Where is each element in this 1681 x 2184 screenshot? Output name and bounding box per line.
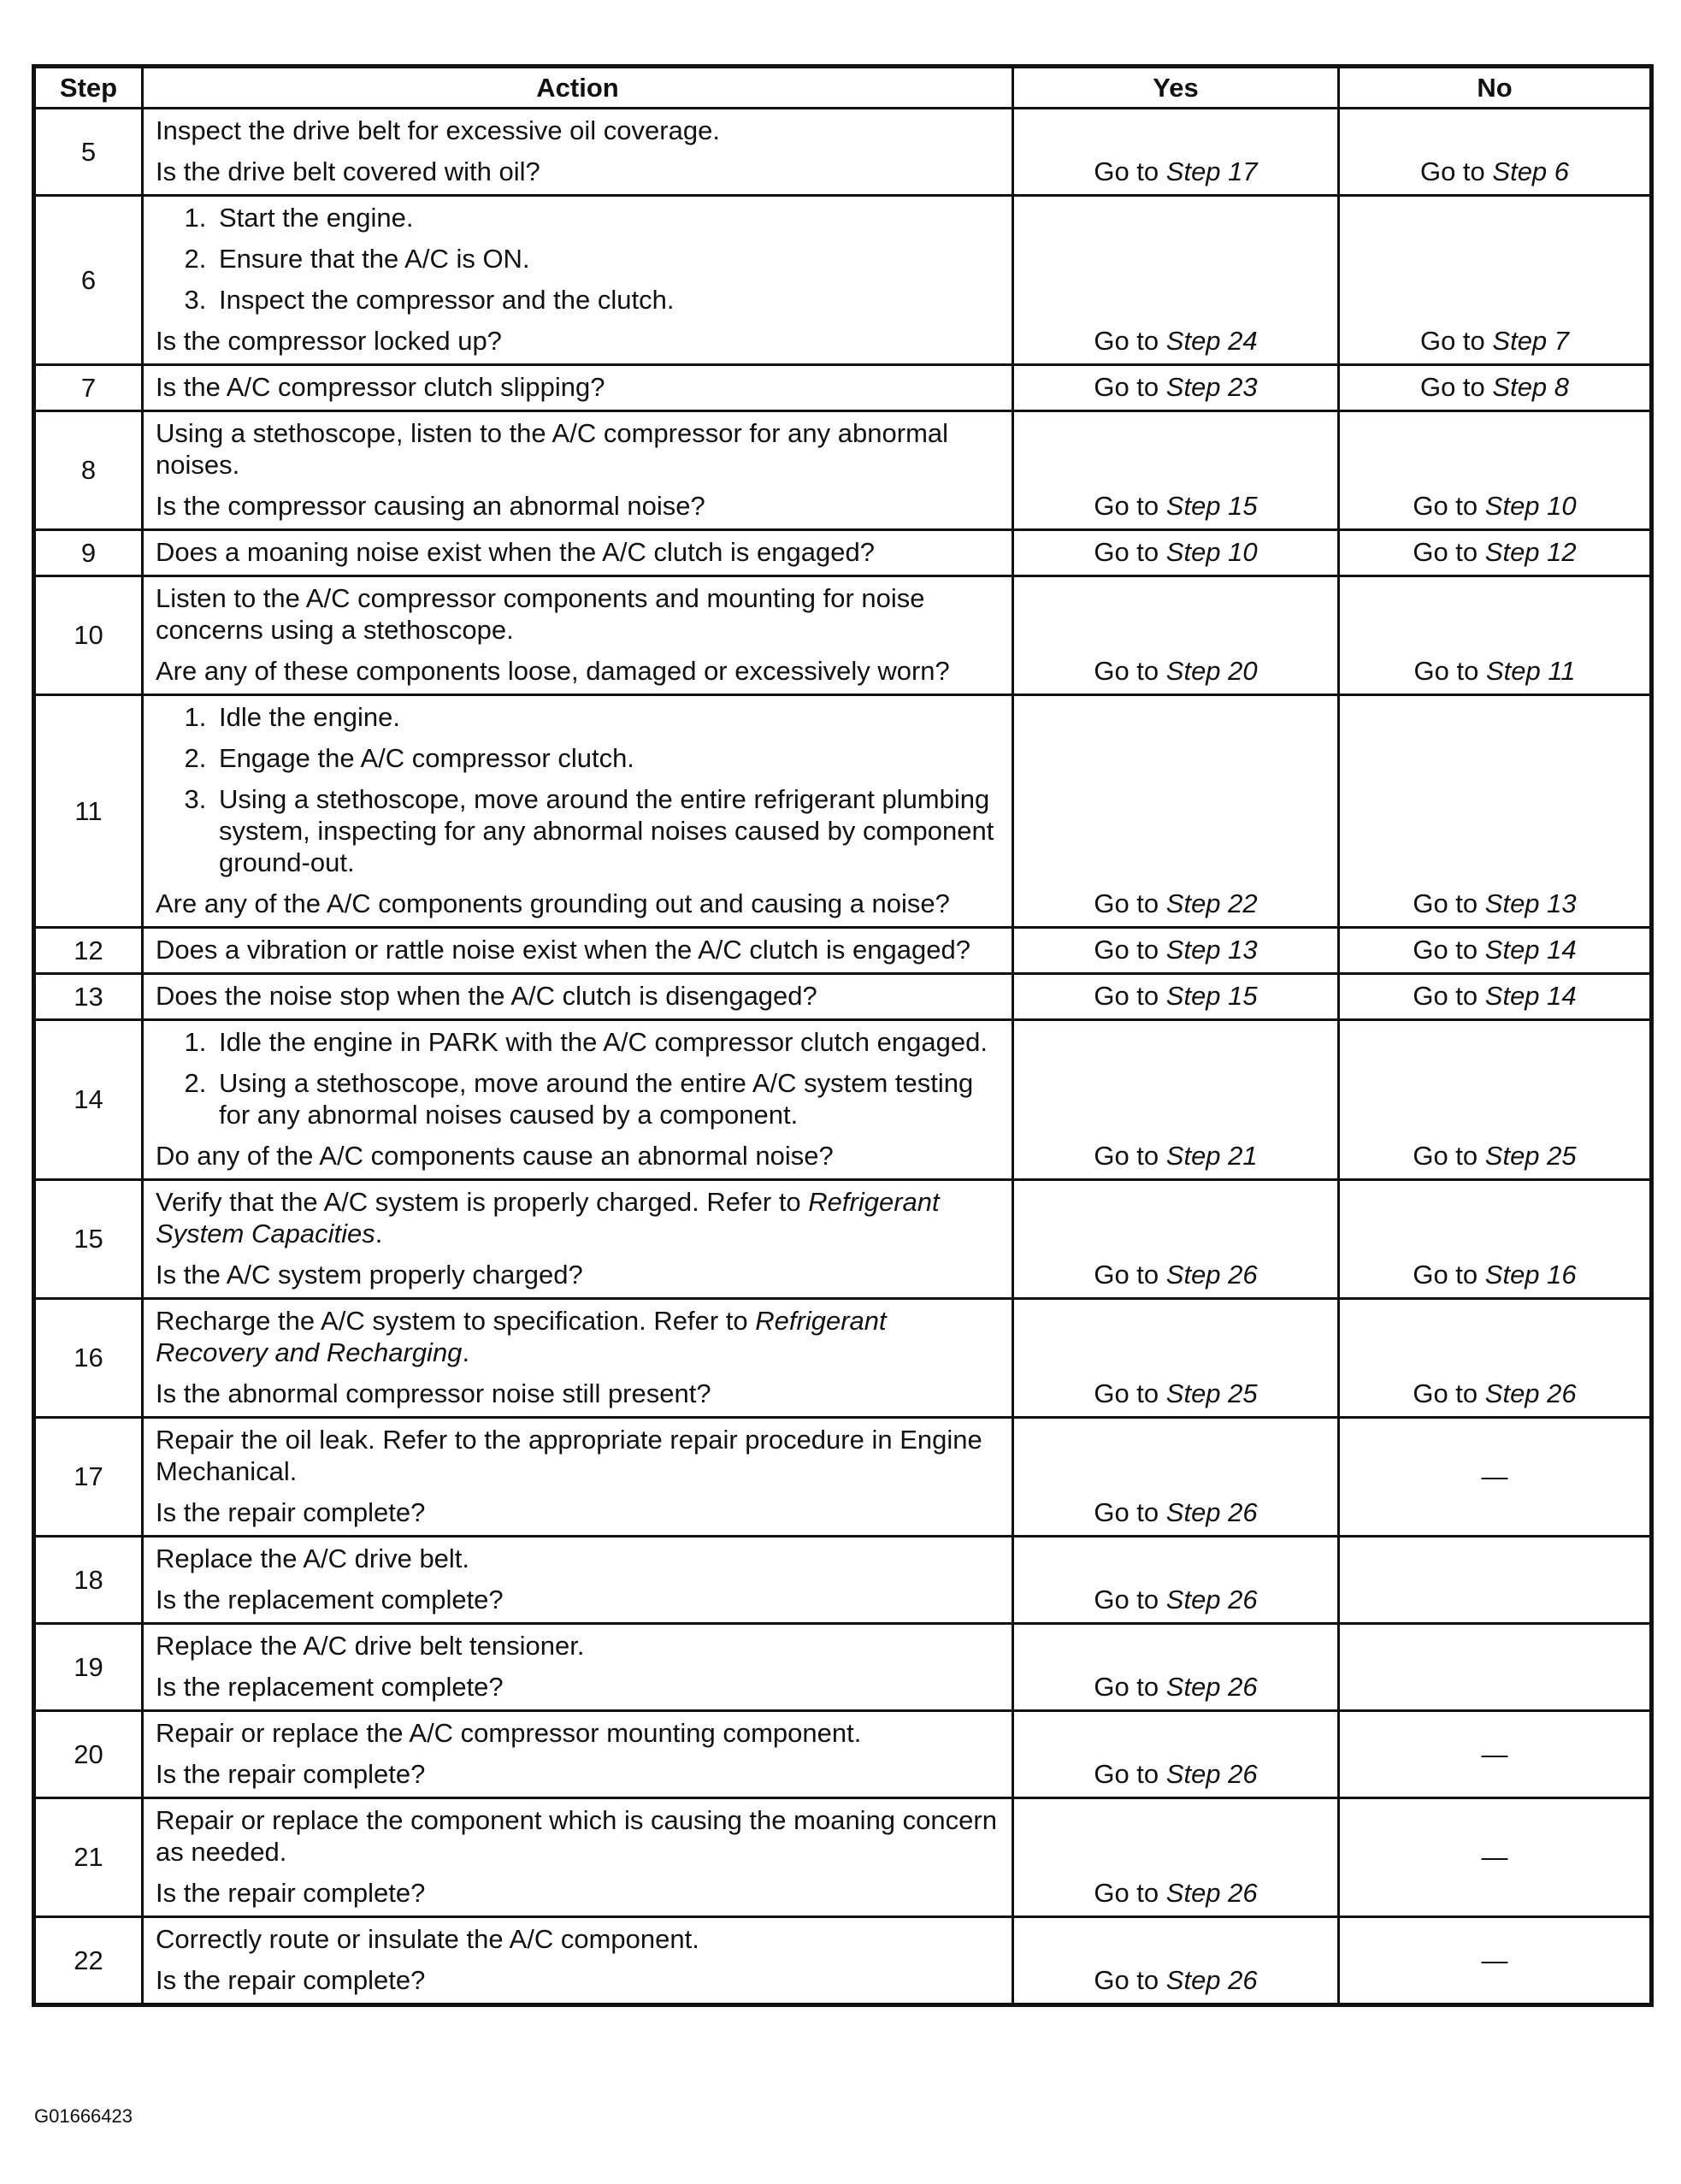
table-row — [34, 1180, 1652, 1299]
action-text — [156, 1378, 1000, 1409]
step-ref: Step 26 — [1165, 1878, 1258, 1908]
goto-prefix: Go to — [1094, 888, 1159, 918]
action-text — [156, 1923, 1000, 1955]
action-text — [156, 1671, 1000, 1703]
action-cell — [143, 1299, 1013, 1418]
action-cell — [143, 1917, 1013, 2005]
action-sentence: Inspect the drive belt for excessive oil coverage. — [156, 115, 720, 145]
goto-prefix: Go to — [1094, 1878, 1159, 1908]
goto-prefix: Go to — [1094, 1141, 1159, 1171]
table-row — [34, 1020, 1652, 1180]
goto-prefix: Go to — [1413, 656, 1479, 686]
yes-result — [1013, 1917, 1339, 2005]
step-ref: Step 26 — [1165, 1672, 1258, 1702]
action-sentence: Correctly route or insulate the A/C component. — [156, 1924, 699, 1954]
reference-suffix: . — [462, 1337, 470, 1367]
no-result: — — [1339, 1798, 1652, 1917]
action-sentence: Is the abnormal compressor noise still present? — [156, 1378, 711, 1408]
action-text — [156, 1758, 1000, 1790]
step-number: 16 — [34, 1299, 143, 1418]
table-row — [34, 1418, 1652, 1537]
header-yes: Yes — [1013, 67, 1339, 109]
step-ref: Step 10 — [1484, 491, 1577, 521]
step-ref: Step 25 — [1484, 1141, 1577, 1171]
diagnostic-table-sheet — [32, 64, 1649, 2007]
action-sentence: Is the drive belt covered with oil? — [156, 156, 540, 186]
yes-result — [1013, 1711, 1339, 1798]
no-result — [1339, 530, 1652, 576]
action-step: 1. Idle the engine in PARK with the A/C compressor clutch engaged. — [214, 1026, 1000, 1058]
action-cell — [143, 1020, 1013, 1180]
action-cell — [143, 196, 1013, 365]
goto-prefix: Go to — [1094, 491, 1159, 521]
action-text — [156, 1804, 1000, 1868]
yes-result — [1013, 411, 1339, 530]
yes-result — [1013, 576, 1339, 695]
step-ref: Step 26 — [1165, 1497, 1258, 1527]
no-result — [1339, 576, 1652, 695]
action-cell — [143, 695, 1013, 928]
action-sentence: Is the repair complete? — [156, 1497, 426, 1527]
action-text — [156, 1305, 1000, 1368]
step-number: 19 — [34, 1624, 143, 1711]
goto-prefix: Go to — [1419, 326, 1485, 356]
no-result — [1339, 928, 1652, 974]
action-sentence: Is the repair complete? — [156, 1965, 426, 1995]
table-row — [34, 1711, 1652, 1798]
no-result — [1339, 1180, 1652, 1299]
goto-prefix: Go to — [1413, 1141, 1478, 1171]
action-text — [156, 582, 1000, 646]
action-step: 3. Using a stethoscope, move around the entire refrigerant plumbing system, inspecting for any abnormal noises caused by component ground-out. — [214, 783, 1000, 878]
table-row — [34, 411, 1652, 530]
figure-id: G01666423 — [34, 2105, 133, 2127]
action-text — [156, 1717, 1000, 1749]
step-ref: Step 26 — [1165, 1585, 1258, 1614]
action-sentence: Are any of these components loose, damaged or excessively worn? — [156, 656, 950, 686]
action-sentence: Is the A/C system properly charged? — [156, 1260, 583, 1290]
no-result — [1339, 411, 1652, 530]
goto-prefix: Go to — [1094, 326, 1159, 356]
no-result — [1339, 1537, 1652, 1624]
action-sentence: Is the replacement complete? — [156, 1585, 504, 1614]
step-ref: Step 10 — [1165, 537, 1258, 567]
action-sentence: Is the replacement complete? — [156, 1672, 504, 1702]
step-number: 17 — [34, 1418, 143, 1537]
step-ref: Step 20 — [1165, 656, 1258, 686]
goto-prefix: Go to — [1413, 491, 1478, 521]
goto-prefix: Go to — [1413, 537, 1478, 567]
action-cell — [143, 411, 1013, 530]
no-result — [1339, 1299, 1652, 1418]
goto-prefix: Go to — [1419, 156, 1485, 186]
action-cell — [143, 530, 1013, 576]
action-text — [156, 536, 1000, 568]
yes-result — [1013, 1624, 1339, 1711]
action-text — [156, 1584, 1000, 1615]
action-sentence: Are any of the A/C components grounding out and causing a noise? — [156, 888, 950, 918]
action-sentence: Repair or replace the A/C compressor mounting component. — [156, 1718, 862, 1748]
table-row — [34, 530, 1652, 576]
goto-prefix: Go to — [1413, 888, 1478, 918]
yes-result — [1013, 365, 1339, 411]
action-sentence: Recharge the A/C system to specification. Refer to — [156, 1306, 756, 1336]
reference-link: Refrigerant Recovery and Recharging — [156, 1306, 887, 1367]
no-result — [1339, 365, 1652, 411]
table-row — [34, 109, 1652, 196]
action-steps-list — [156, 701, 1000, 878]
action-step: 2. Using a stethoscope, move around the entire A/C system testing for any abnormal noises caused by a component. — [214, 1067, 1000, 1130]
action-cell — [143, 1418, 1013, 1537]
table-row — [34, 365, 1652, 411]
step-ref: Step 22 — [1165, 888, 1258, 918]
action-step: 3. Inspect the compressor and the clutch. — [214, 284, 1000, 316]
step-ref: Step 13 — [1165, 935, 1258, 965]
step-ref: Step 11 — [1485, 656, 1576, 686]
step-number: 8 — [34, 411, 143, 530]
step-number: 9 — [34, 530, 143, 576]
action-text — [156, 1877, 1000, 1909]
step-ref: Step 23 — [1165, 372, 1258, 402]
action-cell — [143, 576, 1013, 695]
yes-result — [1013, 1418, 1339, 1537]
action-sentence: Is the compressor causing an abnormal noise? — [156, 491, 705, 521]
action-sentence: Repair the oil leak. Refer to the appropriate repair procedure in Engine Mechanical. — [156, 1425, 982, 1486]
step-ref: Step 25 — [1165, 1378, 1258, 1408]
step-number: 22 — [34, 1917, 143, 2005]
table-row — [34, 695, 1652, 928]
diagnostic-table — [32, 64, 1654, 2007]
action-step: 1. Start the engine. — [214, 202, 1000, 233]
step-ref: Step 12 — [1484, 537, 1577, 567]
action-text — [156, 1964, 1000, 1996]
action-sentence: Does a moaning noise exist when the A/C clutch is engaged? — [156, 537, 875, 567]
goto-prefix: Go to — [1413, 981, 1478, 1011]
action-text — [156, 1424, 1000, 1487]
table-body — [34, 109, 1652, 2005]
step-number: 18 — [34, 1537, 143, 1624]
table-row — [34, 1299, 1652, 1418]
step-ref: Step 13 — [1484, 888, 1577, 918]
yes-result — [1013, 196, 1339, 365]
action-cell — [143, 109, 1013, 196]
action-text — [156, 934, 1000, 965]
step-ref: Step 26 — [1165, 1965, 1258, 1995]
yes-result — [1013, 109, 1339, 196]
action-text — [156, 1543, 1000, 1574]
step-number: 5 — [34, 109, 143, 196]
goto-prefix: Go to — [1094, 1585, 1159, 1614]
action-text — [156, 980, 1000, 1012]
table-row — [34, 1624, 1652, 1711]
action-step: 1. Idle the engine. — [214, 701, 1000, 733]
step-ref: Step 14 — [1484, 935, 1577, 965]
step-ref: Step 17 — [1165, 156, 1258, 186]
step-ref: Step 7 — [1492, 326, 1570, 356]
action-steps-list — [156, 202, 1000, 316]
step-ref: Step 8 — [1492, 372, 1570, 402]
goto-prefix: Go to — [1094, 1965, 1159, 1995]
step-number: 11 — [34, 695, 143, 928]
step-number: 12 — [34, 928, 143, 974]
goto-prefix: Go to — [1094, 1378, 1159, 1408]
yes-result — [1013, 530, 1339, 576]
action-text — [156, 156, 1000, 187]
action-cell — [143, 928, 1013, 974]
goto-prefix: Go to — [1094, 156, 1159, 186]
table-row — [34, 974, 1652, 1020]
goto-prefix: Go to — [1413, 935, 1478, 965]
step-ref: Step 6 — [1492, 156, 1570, 186]
action-step: 2. Engage the A/C compressor clutch. — [214, 742, 1000, 774]
goto-prefix: Go to — [1094, 1497, 1159, 1527]
table-row — [34, 196, 1652, 365]
step-number: 15 — [34, 1180, 143, 1299]
no-result — [1339, 974, 1652, 1020]
table-row — [34, 1537, 1652, 1624]
action-text — [156, 1259, 1000, 1290]
yes-result — [1013, 695, 1339, 928]
step-ref: Step 15 — [1165, 981, 1258, 1011]
header-action: Action — [143, 67, 1013, 109]
action-sentence: Do any of the A/C components cause an abnormal noise? — [156, 1141, 834, 1171]
step-number: 14 — [34, 1020, 143, 1180]
goto-prefix: Go to — [1094, 935, 1159, 965]
yes-result — [1013, 928, 1339, 974]
action-text — [156, 1496, 1000, 1528]
step-ref: Step 16 — [1484, 1260, 1577, 1290]
no-result: — — [1339, 1917, 1652, 2005]
step-number: 10 — [34, 576, 143, 695]
step-ref: Step 26 — [1165, 1759, 1258, 1789]
step-number: 21 — [34, 1798, 143, 1917]
action-text — [156, 417, 1000, 481]
table-row — [34, 576, 1652, 695]
goto-prefix: Go to — [1094, 1759, 1159, 1789]
action-sentence: Does a vibration or rattle noise exist when the A/C clutch is engaged? — [156, 935, 970, 965]
yes-result — [1013, 1020, 1339, 1180]
header-no: No — [1339, 67, 1652, 109]
action-cell — [143, 974, 1013, 1020]
action-sentence: Is the repair complete? — [156, 1759, 426, 1789]
reference-suffix: . — [375, 1219, 383, 1248]
no-result — [1339, 1624, 1652, 1711]
action-sentence: Replace the A/C drive belt. — [156, 1544, 470, 1573]
step-number: 6 — [34, 196, 143, 365]
action-sentence: Does the noise stop when the A/C clutch is disengaged? — [156, 981, 817, 1011]
action-sentence: Using a stethoscope, listen to the A/C compressor for any abnormal noises. — [156, 418, 949, 480]
table-row — [34, 1917, 1652, 2005]
step-ref: Step 24 — [1165, 326, 1258, 356]
action-steps-list — [156, 1026, 1000, 1130]
action-sentence: Replace the A/C drive belt tensioner. — [156, 1631, 585, 1661]
no-result: — — [1339, 1711, 1652, 1798]
table-header-row — [34, 67, 1652, 109]
action-text — [156, 115, 1000, 146]
step-number: 20 — [34, 1711, 143, 1798]
reference-link: Refrigerant System Capacities — [156, 1187, 940, 1248]
goto-prefix: Go to — [1094, 1260, 1159, 1290]
step-ref: Step 26 — [1165, 1260, 1258, 1290]
step-ref: Step 21 — [1165, 1141, 1258, 1171]
action-text — [156, 1186, 1000, 1249]
action-sentence: Repair or replace the component which is causing the moaning concern as needed. — [156, 1805, 997, 1867]
goto-prefix: Go to — [1094, 1672, 1159, 1702]
action-text — [156, 371, 1000, 403]
no-result — [1339, 196, 1652, 365]
action-sentence: Listen to the A/C compressor components and mounting for noise concerns using a stethoscope. — [156, 583, 925, 645]
step-ref: Step 26 — [1484, 1378, 1577, 1408]
step-number: 13 — [34, 974, 143, 1020]
step-ref: Step 14 — [1484, 981, 1577, 1011]
goto-prefix: Go to — [1094, 656, 1159, 686]
yes-result — [1013, 1299, 1339, 1418]
goto-prefix: Go to — [1413, 1260, 1478, 1290]
action-sentence: Is the repair complete? — [156, 1878, 426, 1908]
no-result — [1339, 1020, 1652, 1180]
goto-prefix: Go to — [1413, 1378, 1478, 1408]
action-step: 2. Ensure that the A/C is ON. — [214, 243, 1000, 274]
action-cell — [143, 1624, 1013, 1711]
header-step: Step — [34, 67, 143, 109]
action-text — [156, 325, 1000, 357]
no-result: — — [1339, 1418, 1652, 1537]
action-sentence: Is the A/C compressor clutch slipping? — [156, 372, 605, 402]
action-text — [156, 490, 1000, 522]
table-row — [34, 1798, 1652, 1917]
action-text — [156, 888, 1000, 919]
no-result — [1339, 109, 1652, 196]
action-text — [156, 655, 1000, 687]
no-result — [1339, 695, 1652, 928]
action-cell — [143, 1180, 1013, 1299]
action-cell — [143, 1537, 1013, 1624]
action-sentence: Verify that the A/C system is properly charged. Refer to — [156, 1187, 809, 1217]
step-ref: Step 15 — [1165, 491, 1258, 521]
yes-result — [1013, 974, 1339, 1020]
yes-result — [1013, 1798, 1339, 1917]
yes-result — [1013, 1537, 1339, 1624]
table-row — [34, 928, 1652, 974]
step-number: 7 — [34, 365, 143, 411]
goto-prefix: Go to — [1094, 372, 1159, 402]
yes-result — [1013, 1180, 1339, 1299]
action-text — [156, 1140, 1000, 1172]
action-cell — [143, 1711, 1013, 1798]
goto-prefix: Go to — [1094, 537, 1159, 567]
action-sentence: Is the compressor locked up? — [156, 326, 502, 356]
goto-prefix: Go to — [1419, 372, 1485, 402]
action-cell — [143, 1798, 1013, 1917]
goto-prefix: Go to — [1094, 981, 1159, 1011]
action-text — [156, 1630, 1000, 1662]
action-cell — [143, 365, 1013, 411]
